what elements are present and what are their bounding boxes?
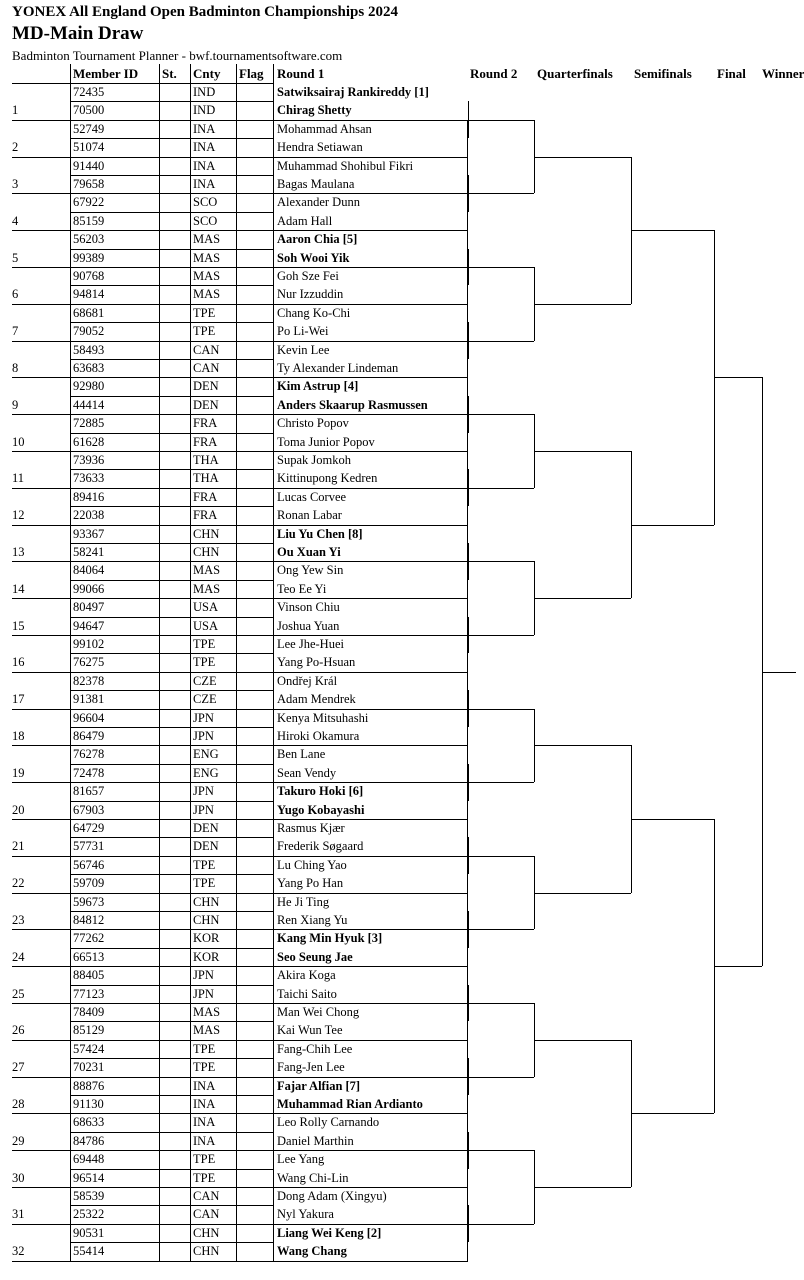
- player-name: Soh Wooi Yik: [277, 250, 350, 265]
- member-id: 61628: [73, 434, 105, 449]
- player-name: Fang-Chih Lee: [277, 1041, 353, 1056]
- member-id: 96604: [73, 710, 105, 725]
- entry-box: [273, 1113, 468, 1151]
- country-code: MAS: [193, 232, 221, 247]
- player-name: Rasmus Kjær: [277, 821, 345, 835]
- player-name: Lee Jhe-Huei: [277, 637, 344, 651]
- country-code: TPE: [193, 1041, 216, 1056]
- bracket-line: [468, 1077, 534, 1078]
- member-id: 56203: [73, 232, 105, 247]
- country-code: DEN: [193, 379, 219, 394]
- bracket-line: [468, 709, 534, 710]
- country-code: ENG: [193, 765, 219, 780]
- bracket-line: [468, 193, 534, 194]
- country-code: MAS: [193, 1005, 221, 1019]
- player-name: Akira Koga: [277, 968, 336, 983]
- member-id: 63683: [73, 361, 105, 375]
- player-name: Wang Chang: [277, 1244, 347, 1259]
- member-id: 22038: [73, 508, 105, 523]
- player-name: Anders Skaarup Rasmussen: [277, 397, 428, 412]
- country-code: CZE: [193, 692, 217, 707]
- country-code: CAN: [193, 1189, 220, 1203]
- player-name: Dong Adam (Xingyu): [277, 1189, 387, 1203]
- member-id: 56746: [73, 857, 105, 872]
- country-code: TPE: [193, 857, 216, 872]
- country-code: FRA: [193, 416, 218, 431]
- member-id: 25322: [73, 1207, 105, 1222]
- member-id: 88405: [73, 968, 105, 983]
- player-name: Kevin Lee: [277, 342, 330, 357]
- bracket-line: [631, 230, 714, 231]
- entry-box: [273, 635, 468, 673]
- member-id: 81657: [73, 784, 105, 799]
- member-id: 58241: [73, 545, 105, 559]
- entry-box: [273, 1224, 468, 1262]
- member-id: 94814: [73, 287, 105, 302]
- bracket-line: [468, 414, 534, 415]
- draw-number: 25: [12, 986, 25, 1001]
- member-id: 91130: [73, 1097, 104, 1111]
- player-name: Supak Jomkoh: [277, 453, 351, 467]
- player-name: Ren Xiang Yu: [277, 913, 348, 927]
- member-id: 68681: [73, 305, 105, 320]
- player-name: He Ji Ting: [277, 894, 330, 909]
- country-code: INA: [193, 1133, 216, 1148]
- country-code: IND: [193, 85, 216, 99]
- entry-box: [273, 267, 468, 305]
- country-code: KOR: [193, 931, 220, 946]
- country-code: USA: [193, 618, 219, 633]
- bracket-line: [534, 157, 631, 158]
- draw-number: 24: [12, 949, 25, 964]
- country-code: JPN: [193, 802, 214, 817]
- country-code: TPE: [193, 324, 216, 339]
- bracket-line: [468, 1150, 534, 1151]
- bracket-line: [534, 745, 631, 746]
- country-code: DEN: [193, 821, 219, 835]
- member-id: 67903: [73, 802, 105, 817]
- draw-number: 26: [12, 1023, 25, 1038]
- player-name: Chang Ko-Chi: [277, 305, 351, 320]
- draw-number: 16: [12, 655, 25, 670]
- entry-box: [273, 672, 468, 710]
- draw-number: 22: [12, 876, 25, 891]
- country-code: CHN: [193, 913, 220, 927]
- draw-number: 21: [12, 839, 25, 854]
- player-name: Vinson Chiu: [277, 600, 340, 615]
- country-code: MAS: [193, 563, 221, 578]
- header-round1: Round 1: [277, 66, 325, 81]
- entry-box: [273, 230, 468, 268]
- draw-number: 5: [12, 250, 19, 265]
- entry-box: [273, 525, 468, 563]
- member-id: 93367: [73, 526, 105, 541]
- country-code: FRA: [193, 508, 218, 523]
- country-code: USA: [193, 600, 219, 615]
- player-name: Fajar Alfian [7]: [277, 1078, 361, 1093]
- bracket-line: [468, 341, 534, 342]
- country-code: TPE: [193, 1170, 216, 1185]
- event-title: MD-Main Draw: [12, 23, 144, 44]
- draw-number: 3: [12, 177, 19, 191]
- draw-number: 8: [12, 361, 19, 375]
- draw-number: 11: [12, 471, 25, 486]
- country-code: TPE: [193, 655, 216, 670]
- bracket-line: [762, 672, 796, 673]
- member-id: 52749: [73, 121, 105, 136]
- country-code: JPN: [193, 968, 214, 983]
- country-code: CHN: [193, 1244, 220, 1259]
- player-name: Kim Astrup [4]: [277, 379, 359, 394]
- header-final: Final: [717, 66, 746, 81]
- header-semifinals: Semifinals: [634, 66, 692, 81]
- player-name: Daniel Marthin: [277, 1133, 354, 1148]
- country-code: DEN: [193, 839, 219, 854]
- country-code: ENG: [193, 747, 219, 762]
- member-id: 86479: [73, 729, 105, 743]
- player-name: Lu Ching Yao: [277, 857, 347, 872]
- bracket-line: [468, 120, 534, 121]
- bracket-line: [468, 929, 534, 930]
- member-id: 92980: [73, 379, 105, 394]
- entry-box: [273, 451, 468, 489]
- member-id: 68633: [73, 1115, 105, 1130]
- bracket-line: [468, 635, 534, 636]
- page-subtitle: Badminton Tournament Planner - bwf.tournamentsoftware.com: [12, 48, 343, 63]
- player-name: Lee Yang: [277, 1152, 325, 1167]
- draw-number: 19: [12, 765, 25, 780]
- draw-number: 28: [12, 1097, 25, 1111]
- player-name: Hendra Setiawan: [277, 140, 363, 155]
- member-id: 80497: [73, 600, 105, 615]
- country-code: SCO: [193, 195, 218, 210]
- member-id: 58493: [73, 342, 105, 357]
- player-name: Kenya Mitsuhashi: [277, 710, 369, 725]
- entry-box: [273, 819, 468, 857]
- member-id: 91440: [73, 158, 105, 173]
- draw-number: 20: [12, 802, 25, 817]
- member-id: 69448: [73, 1152, 105, 1167]
- tournament-title: YONEX All England Open Badminton Championships 2024: [12, 4, 398, 20]
- entry-box: [273, 856, 468, 894]
- bracket-line: [468, 267, 534, 268]
- member-id: 82378: [73, 673, 105, 688]
- entry-box: [273, 193, 468, 231]
- draw-number: 23: [12, 913, 25, 927]
- player-name: Man Wei Chong: [277, 1005, 360, 1019]
- draw-number: 29: [12, 1133, 25, 1148]
- draw-number: 14: [12, 581, 25, 596]
- country-code: INA: [193, 121, 216, 136]
- country-code: INA: [193, 1078, 216, 1093]
- player-name: Leo Rolly Carnando: [277, 1115, 380, 1130]
- player-name: Goh Sze Fei: [277, 269, 339, 283]
- player-name: Joshua Yuan: [277, 618, 340, 633]
- member-id: 66513: [73, 949, 105, 964]
- member-id: 77262: [73, 931, 105, 946]
- entry-box: [273, 782, 468, 820]
- country-code: THA: [193, 471, 219, 486]
- entry-box: [273, 745, 468, 783]
- country-code: CAN: [193, 342, 220, 357]
- member-id: 89416: [73, 489, 105, 504]
- entry-box: [273, 1003, 468, 1041]
- member-id: 57424: [73, 1041, 105, 1056]
- country-code: INA: [193, 158, 216, 173]
- player-name: Fang-Jen Lee: [277, 1060, 345, 1075]
- draw-number: 6: [12, 287, 19, 302]
- player-name: Seo Seung Jae: [277, 949, 353, 964]
- bracket-line: [534, 1040, 631, 1041]
- player-name: Yang Po Han: [277, 876, 344, 891]
- country-code: MAS: [193, 1023, 221, 1038]
- draw-number: 4: [12, 213, 19, 228]
- bracket-line: [534, 304, 631, 305]
- member-id: 91381: [73, 692, 105, 707]
- country-code: TPE: [193, 305, 216, 320]
- member-id: 79658: [73, 177, 105, 191]
- country-code: CHN: [193, 545, 220, 559]
- member-id: 72478: [73, 765, 105, 780]
- country-code: INA: [193, 177, 216, 191]
- header-country: Cnty: [193, 66, 221, 81]
- country-code: CAN: [193, 1207, 220, 1222]
- player-name: Kang Min Hyuk [3]: [277, 931, 383, 946]
- player-name: Chirag Shetty: [277, 103, 352, 118]
- bracket-line: [534, 893, 631, 894]
- country-code: INA: [193, 140, 216, 155]
- entry-box: [273, 341, 468, 379]
- entry-box: [273, 120, 468, 158]
- country-code: DEN: [193, 397, 219, 412]
- country-code: INA: [193, 1097, 216, 1111]
- member-id: 85159: [73, 213, 105, 228]
- header-winner: Winner: [762, 66, 804, 81]
- country-code: THA: [193, 453, 219, 467]
- entry-box: [273, 377, 468, 415]
- member-id: 90768: [73, 269, 105, 283]
- draw-number: 12: [12, 508, 25, 523]
- player-name: Liang Wei Keng [2]: [277, 1225, 382, 1240]
- header-round2: Round 2: [470, 66, 518, 81]
- draw-number: 27: [12, 1060, 25, 1075]
- member-id: 70500: [73, 103, 105, 118]
- country-code: CHN: [193, 894, 220, 909]
- member-id: 67922: [73, 195, 105, 210]
- player-name: Bagas Maulana: [277, 177, 355, 191]
- member-id: 72435: [73, 85, 105, 99]
- country-code: JPN: [193, 710, 214, 725]
- player-name: Christo Popov: [277, 416, 349, 431]
- country-code: TPE: [193, 876, 216, 891]
- player-name: Yang Po-Hsuan: [277, 655, 356, 670]
- player-name: Nyl Yakura: [277, 1207, 334, 1222]
- draw-number: 17: [12, 692, 25, 707]
- bracket-line: [468, 782, 534, 783]
- country-code: TPE: [193, 637, 216, 651]
- header-flag: Flag: [239, 66, 264, 81]
- member-id: 76278: [73, 747, 105, 762]
- member-id: 70231: [73, 1060, 105, 1075]
- bracket-line: [468, 488, 534, 489]
- draw-number: 30: [12, 1170, 25, 1185]
- player-name: Adam Mendrek: [277, 692, 356, 707]
- country-code: JPN: [193, 729, 214, 743]
- member-id: 57731: [73, 839, 105, 854]
- member-id: 44414: [73, 397, 105, 412]
- player-name: Lucas Corvee: [277, 489, 347, 504]
- bracket-line: [468, 856, 534, 857]
- header-status: St.: [162, 66, 177, 81]
- country-code: KOR: [193, 949, 220, 964]
- member-id: 77123: [73, 986, 105, 1001]
- player-name: Kittinupong Kedren: [277, 471, 378, 486]
- member-id: 59673: [73, 894, 105, 909]
- entry-box: [273, 598, 468, 636]
- member-id: 84812: [73, 913, 105, 927]
- member-id: 84786: [73, 1133, 105, 1148]
- bracket-line: [714, 966, 762, 967]
- member-id: 72885: [73, 416, 105, 431]
- country-code: MAS: [193, 287, 221, 302]
- player-name: Sean Vendy: [277, 765, 337, 780]
- draw-number: 13: [12, 545, 25, 559]
- member-id: 84064: [73, 563, 105, 578]
- entry-box: [273, 1077, 468, 1115]
- bracket-line: [534, 1187, 631, 1188]
- country-code: TPE: [193, 1152, 216, 1167]
- entry-box: [273, 157, 468, 195]
- member-id: 78409: [73, 1005, 105, 1019]
- member-id: 88876: [73, 1078, 105, 1093]
- player-name: Wang Chi-Lin: [277, 1170, 349, 1185]
- member-id: 73633: [73, 471, 105, 486]
- draw-number: 31: [12, 1207, 25, 1222]
- header-quarterfinals: Quarterfinals: [537, 66, 613, 81]
- member-id: 64729: [73, 821, 105, 835]
- player-name: Alexander Dunn: [277, 195, 360, 210]
- bracket-line: [631, 1113, 714, 1114]
- member-id: 73936: [73, 453, 105, 467]
- member-id: 79052: [73, 324, 105, 339]
- player-name: Yugo Kobayashi: [277, 802, 365, 817]
- player-name: Ong Yew Sin: [277, 563, 344, 578]
- bracket-line: [534, 598, 631, 599]
- entry-box: [273, 414, 468, 452]
- member-id: 99389: [73, 250, 105, 265]
- player-name: Kai Wun Tee: [277, 1023, 343, 1038]
- header-member-id: Member ID: [73, 66, 139, 81]
- entry-box: [273, 561, 468, 599]
- country-code: SCO: [193, 213, 218, 228]
- player-name: Teo Ee Yi: [277, 581, 327, 596]
- entry-box: [273, 929, 468, 967]
- entry-box: [273, 893, 468, 931]
- bracket-line: [468, 1224, 534, 1225]
- player-name: Muhammad Shohibul Fikri: [277, 158, 414, 173]
- draw-number: 7: [12, 324, 19, 339]
- player-name: Mohammad Ahsan: [277, 121, 372, 136]
- entry-box: [273, 1040, 468, 1078]
- member-id: 55414: [73, 1244, 105, 1259]
- player-name: Frederik Søgaard: [277, 839, 364, 854]
- player-name: Liu Yu Chen [8]: [277, 526, 363, 541]
- bracket-line: [534, 451, 631, 452]
- player-name: Ty Alexander Lindeman: [277, 361, 399, 375]
- country-code: FRA: [193, 434, 218, 449]
- player-name: Aaron Chia [5]: [277, 232, 358, 247]
- draw-number: 18: [12, 729, 25, 743]
- player-name: Toma Junior Popov: [277, 434, 375, 449]
- entry-box: [273, 304, 468, 342]
- player-name: Satwiksairaj Rankireddy [1]: [277, 85, 429, 99]
- player-name: Nur Izzuddin: [277, 287, 344, 302]
- country-code: CHN: [193, 1225, 220, 1240]
- player-name: Muhammad Rian Ardianto: [277, 1097, 423, 1111]
- country-code: JPN: [193, 986, 214, 1001]
- bracket-line: [468, 561, 534, 562]
- draw-number: 15: [12, 618, 25, 633]
- draw-number: 1: [12, 103, 19, 118]
- player-name: Po Li-Wei: [277, 324, 329, 339]
- player-name: Ou Xuan Yi: [277, 545, 341, 559]
- player-name: Adam Hall: [277, 213, 333, 228]
- player-name: Hiroki Okamura: [277, 729, 360, 743]
- country-code: FRA: [193, 489, 218, 504]
- player-name: Taichi Saito: [277, 986, 337, 1001]
- country-code: TPE: [193, 1060, 216, 1075]
- member-id: 51074: [73, 140, 105, 155]
- bracket-line: [631, 819, 714, 820]
- member-id: 58539: [73, 1189, 105, 1203]
- player-name: Ben Lane: [277, 747, 326, 762]
- country-code: MAS: [193, 581, 221, 596]
- member-id: 59709: [73, 876, 105, 891]
- player-name: Takuro Hoki [6]: [277, 784, 364, 799]
- draw-number: 2: [12, 140, 19, 155]
- player-name: Ronan Labar: [277, 508, 342, 523]
- member-id: 90531: [73, 1225, 105, 1240]
- draw-number: 32: [12, 1244, 25, 1259]
- country-code: CHN: [193, 526, 220, 541]
- member-id: 76275: [73, 655, 105, 670]
- country-code: MAS: [193, 269, 221, 283]
- country-code: INA: [193, 1115, 216, 1130]
- entry-box: [273, 709, 468, 747]
- country-code: MAS: [193, 250, 221, 265]
- draw-number: 10: [12, 434, 25, 449]
- member-id: 96514: [73, 1170, 105, 1185]
- entry-box: [273, 1187, 468, 1225]
- entry-box: [273, 488, 468, 526]
- member-id: 99066: [73, 581, 105, 596]
- country-code: CZE: [193, 673, 217, 688]
- member-id: 94647: [73, 618, 105, 633]
- bracket-line: [468, 1003, 534, 1004]
- country-code: IND: [193, 103, 216, 118]
- country-code: JPN: [193, 784, 214, 799]
- draw-number: 9: [12, 397, 19, 412]
- bracket-line: [631, 525, 714, 526]
- entry-box: [273, 966, 468, 1004]
- bracket-line: [714, 377, 762, 378]
- member-id: 99102: [73, 637, 105, 651]
- entry-box: [273, 1150, 468, 1188]
- country-code: CAN: [193, 361, 220, 375]
- member-id: 85129: [73, 1023, 105, 1038]
- player-name: Ondřej Král: [277, 673, 338, 688]
